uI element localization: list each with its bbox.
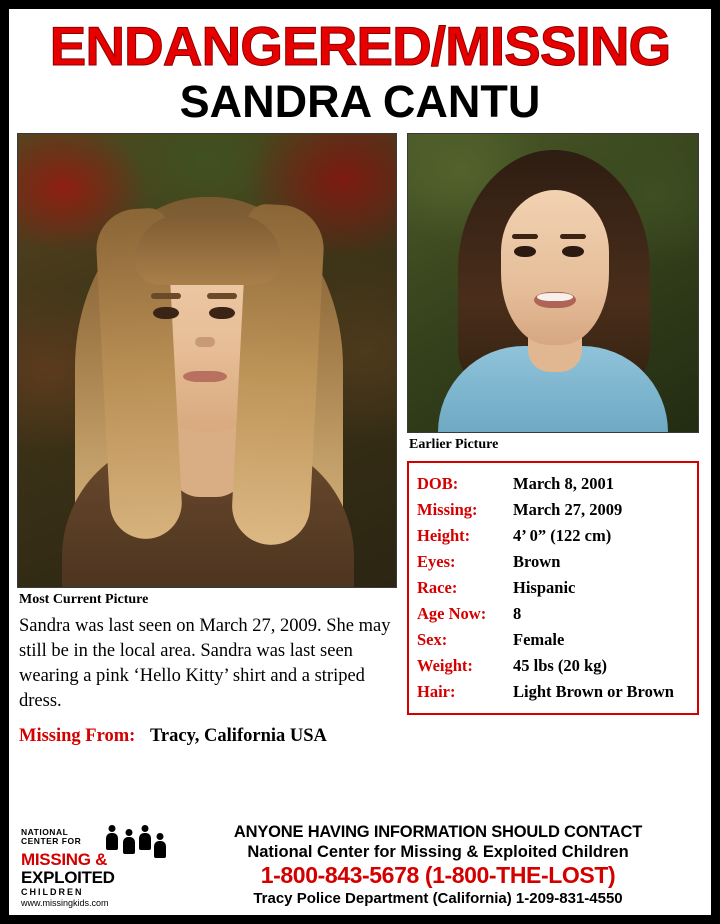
- logo-website-url[interactable]: www.missingkids.com: [21, 898, 109, 908]
- ncmec-logo: [17, 821, 167, 909]
- table-row: [417, 679, 691, 705]
- main-photo-portrait: [57, 157, 357, 587]
- earlier-photo-portrait: [438, 142, 668, 432]
- stat-value: Hispanic: [513, 578, 576, 597]
- portrait-brow-right: [207, 293, 237, 299]
- stat-label: Hair:: [417, 682, 456, 701]
- contact-hotline-number[interactable]: 1-800-843-5678 (1-800-THE-LOST): [260, 862, 616, 888]
- table-row: [417, 523, 691, 549]
- portrait-eye-left: [153, 307, 179, 319]
- logo-exploited-text: EXPLOITED: [21, 868, 115, 887]
- contact-instruction: ANYONE HAVING INFORMATION SHOULD CONTACT: [233, 823, 643, 841]
- stat-value: Female: [513, 630, 565, 649]
- contact-local-police[interactable]: Tracy Police Department (California) 1-209-831-4550: [253, 890, 623, 907]
- stat-label: Race:: [417, 578, 458, 597]
- table-row: [417, 627, 691, 653]
- stat-value: 45 lbs (20 kg): [513, 656, 607, 675]
- table-row: [417, 549, 691, 575]
- stat-value: 8: [513, 604, 522, 623]
- figure-child-icon: [122, 829, 136, 851]
- stat-value: March 8, 2001: [513, 474, 614, 493]
- stat-value: 4’ 0” (122 cm): [513, 526, 612, 545]
- stat-value: March 27, 2009: [513, 500, 623, 519]
- stat-label: Age Now:: [417, 604, 487, 623]
- earlier-portrait-mouth: [534, 292, 576, 308]
- contact-organization: National Center for Missing & Exploited Children: [247, 843, 629, 861]
- description-text: Sandra was last seen on March 27, 2009. She may still be in the local area. Sandra was last seen wearing a pink ‘Hello Kitty’ shirt and a striped dress.: [19, 616, 391, 711]
- main-photo-caption: Most Current Picture: [19, 592, 149, 607]
- figure-child2-icon: [153, 833, 167, 851]
- poster-body: [17, 133, 703, 747]
- earlier-portrait-eye-right: [562, 246, 584, 257]
- stat-label: Eyes:: [417, 552, 456, 571]
- table-row: [417, 601, 691, 627]
- earlier-portrait-brow-left: [512, 234, 538, 239]
- logo-missing-text: MISSING &: [21, 850, 108, 869]
- table-row: [417, 497, 691, 523]
- portrait-bangs: [135, 215, 281, 285]
- figure-adult2-icon: [138, 825, 152, 851]
- earlier-portrait-teeth: [537, 293, 573, 301]
- family-figures-icon: [105, 823, 167, 851]
- stat-label: DOB:: [417, 474, 459, 493]
- table-row: [417, 575, 691, 601]
- stat-label: Weight:: [417, 656, 473, 675]
- poster-headline: ENDANGERED/MISSING: [49, 15, 671, 77]
- main-photo: [17, 133, 397, 588]
- stat-label: Missing:: [417, 500, 478, 519]
- missing-from-label: Missing From:: [19, 726, 136, 746]
- stat-value: Light Brown or Brown: [513, 682, 674, 701]
- figure-adult-icon: [105, 825, 119, 851]
- contact-block: [173, 821, 703, 908]
- stat-label: Sex:: [417, 630, 448, 649]
- earlier-photo: [407, 133, 699, 433]
- missing-from-value: Tracy, California USA: [149, 726, 327, 746]
- logo-national: NATIONAL: [21, 826, 69, 837]
- portrait-eye-right: [209, 307, 235, 319]
- earlier-portrait-brow-right: [560, 234, 586, 239]
- logo-center-for: CENTER FOR: [21, 836, 82, 846]
- right-column: [407, 133, 699, 715]
- stats-table: [417, 471, 691, 705]
- logo-top-row: [17, 823, 167, 851]
- logo-children-text: CHILDREN: [21, 887, 84, 897]
- earlier-photo-caption: Earlier Picture: [409, 437, 499, 452]
- table-row: [417, 471, 691, 497]
- stat-value: Brown: [513, 552, 561, 571]
- earlier-portrait-eye-left: [514, 246, 536, 257]
- stat-label: Height:: [417, 526, 471, 545]
- portrait-brow-left: [151, 293, 181, 299]
- earlier-portrait-face: [501, 190, 609, 345]
- portrait-mouth: [183, 371, 227, 382]
- missing-from-row: [19, 726, 397, 747]
- poster-footer: [17, 821, 703, 909]
- stats-box: [407, 461, 699, 715]
- logo-top-text: [17, 828, 81, 847]
- left-column: [17, 133, 397, 747]
- table-row: [417, 653, 691, 679]
- portrait-nose: [195, 337, 215, 347]
- missing-person-name: SANDRA CANTU: [179, 76, 541, 127]
